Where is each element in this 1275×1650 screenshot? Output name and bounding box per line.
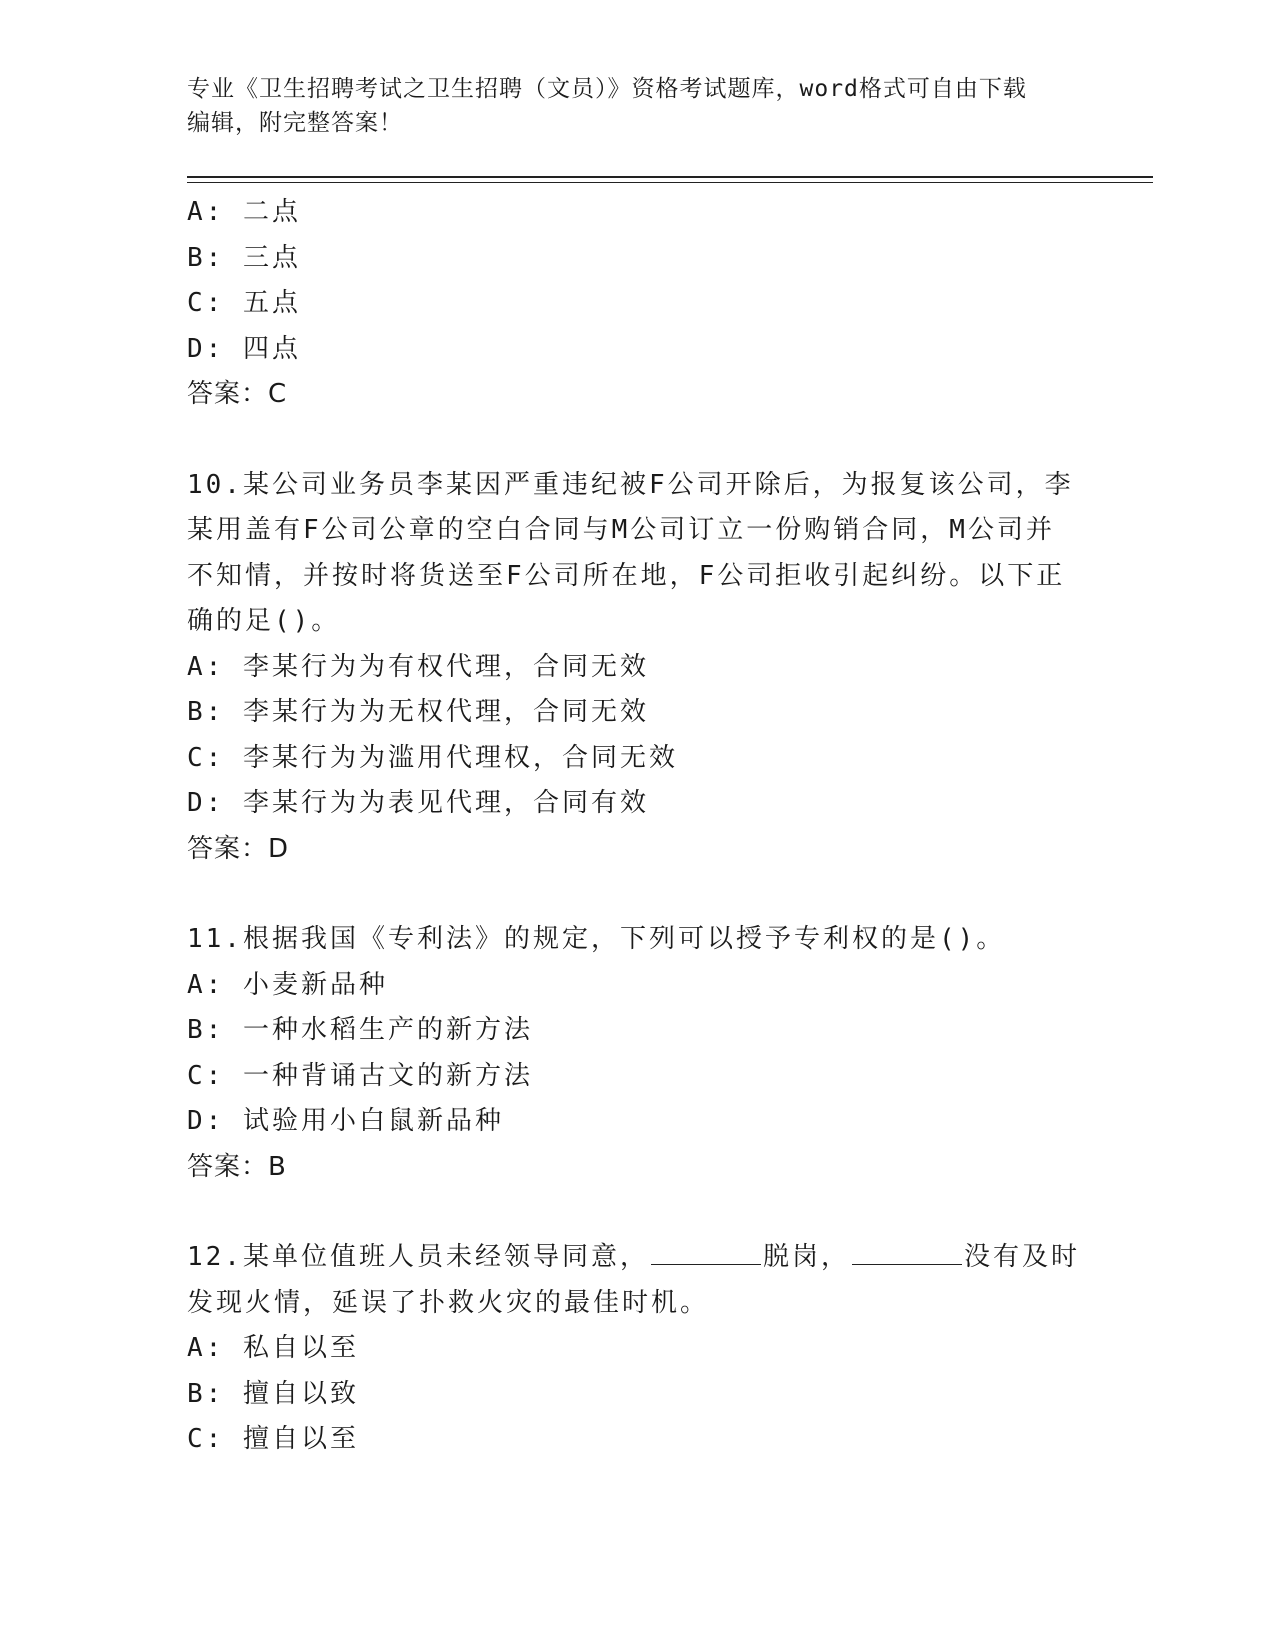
- header-line-1: 专业《卫生招聘考试之卫生招聘（文员）》资格考试题库，word格式可自由下载: [187, 76, 1027, 102]
- header-divider-thick: [187, 176, 1153, 178]
- spacer: [187, 1190, 1087, 1235]
- option-b: B: 一种水稻生产的新方法: [187, 1015, 533, 1045]
- option-d: D: 试验用小白鼠新品种: [187, 1106, 504, 1136]
- spacer: [187, 872, 1087, 917]
- question-12: [187, 1235, 1087, 1463]
- option-d: D: 李某行为为表见代理，合同有效: [187, 788, 649, 818]
- question-text-line: 10.某公司业务员李某因严重违纪被F公司开除后，为报复该公司，李: [187, 469, 1074, 500]
- answer-line: 答案：B: [187, 1151, 287, 1182]
- fill-blank-1: [651, 1236, 761, 1265]
- question-text-line: 某用盖有F公司公章的空白合同与M公司订立一份购销合同，M公司并: [187, 515, 1055, 545]
- option-c: C: 一种背诵古文的新方法: [187, 1060, 533, 1091]
- option-c: C: 五点: [187, 288, 301, 318]
- header-divider-thin: [187, 182, 1153, 183]
- document-header: [187, 72, 1087, 140]
- option-a: A: 小麦新品种: [187, 969, 388, 1000]
- question-text-line: 不知情，并按时将货送至F公司所在地，F公司拒收引起纠纷。以下正: [187, 560, 1066, 591]
- option-d: D: 四点: [187, 333, 301, 364]
- question-9: [187, 190, 1087, 418]
- answer-line: 答案：D: [187, 833, 290, 864]
- question-text-line: [187, 1235, 1087, 1281]
- option-b: B: 擅自以致: [187, 1378, 359, 1409]
- question-text-line: 确的足()。: [187, 606, 341, 636]
- option-c: C: 擅自以至: [187, 1424, 359, 1454]
- option-b: B: 李某行为为无权代理，合同无效: [187, 697, 649, 727]
- question-text-segment: 脱岗，: [762, 1242, 850, 1272]
- option-b: B: 三点: [187, 242, 301, 273]
- option-c: C: 李某行为为滥用代理权，合同无效: [187, 742, 678, 773]
- question-text-segment: 没有及时: [963, 1242, 1080, 1272]
- question-list: [187, 190, 1087, 1463]
- option-a: A: 李某行为为有权代理，合同无效: [187, 651, 649, 682]
- fill-blank-2: [852, 1236, 962, 1265]
- answer-line: 答案：C: [187, 379, 288, 409]
- option-a: A: 私自以至: [187, 1333, 359, 1363]
- question-11: [187, 917, 1087, 1190]
- question-10: [187, 463, 1087, 873]
- question-text-line: 发现火情，延误了扑救火灾的最佳时机。: [187, 1287, 710, 1318]
- spacer: [187, 418, 1087, 463]
- question-text-segment: 12.某单位值班人员未经领导同意，: [187, 1242, 649, 1272]
- question-text-line: 11.根据我国《专利法》的规定，下列可以授予专利权的是()。: [187, 924, 1006, 954]
- header-line-2: 编辑，附完整答案！: [187, 110, 403, 136]
- option-a: A: 二点: [187, 197, 301, 227]
